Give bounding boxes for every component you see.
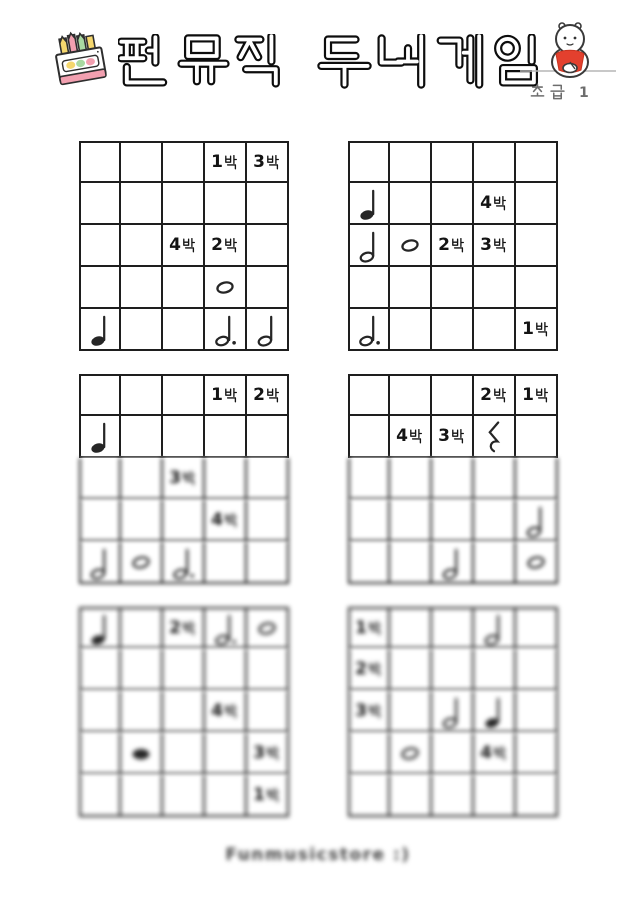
grid-cell [163,309,205,351]
grid-cell [474,542,516,584]
grid-cell [205,183,247,225]
grid-cell [516,649,558,691]
grid-cell [79,649,121,691]
grid-cell [348,183,390,225]
grid-cell [390,607,432,649]
grid-cell [390,225,432,267]
grid-cell [163,775,205,817]
grid-cell [205,416,247,458]
grid-cell [348,141,390,183]
grid-cell [432,141,474,183]
grid-cell [247,649,289,691]
grid-cell [79,183,121,225]
beat-label: 3 [169,470,197,487]
grid-cell [390,458,432,500]
grid-cell [348,458,390,500]
grid-cell [79,733,121,775]
quarter-rest-icon [480,418,508,455]
grid-cell [390,141,432,183]
grid-cell [348,649,390,691]
grid-cell [163,691,205,733]
grid-cell [432,691,474,733]
beat-grid-1 [79,141,289,351]
grid-cell [348,775,390,817]
half-note-icon [355,227,383,264]
grid-cell [247,458,289,500]
grid-cell [474,733,516,775]
grid-cell [432,775,474,817]
beat-label: 2 [211,237,239,254]
whole-note-icon [253,610,281,647]
beat-grid-5 [79,607,289,817]
grid-cell [516,183,558,225]
half-note-icon [522,502,550,539]
beat-label: 2 [480,387,508,404]
beat-label: 1 [211,387,239,404]
grid-cell [516,225,558,267]
grid-cell [516,733,558,775]
grid-cell [390,416,432,458]
grid-cell [79,416,121,458]
grid-cell [390,500,432,542]
grid-cell [516,141,558,183]
beat-label: 4 [480,745,508,762]
beat-label: 2 [253,387,281,404]
grid-cell [205,309,247,351]
grid-cell [432,416,474,458]
grid-cell [247,691,289,733]
grid-cell [516,691,558,733]
grid-cell [474,607,516,649]
grid-cell [390,267,432,309]
grid-cell [516,267,558,309]
grid-cell [348,416,390,458]
quarter-note-icon [355,185,383,222]
grid-cell [390,183,432,225]
half-note-icon [253,311,281,348]
whole-note-icon [127,544,155,581]
grid-cell [474,141,516,183]
grid-cell [79,458,121,500]
beat-label: 3 [480,237,508,254]
grid-cell [247,733,289,775]
page-title [118,34,546,89]
grid-cell [432,607,474,649]
beat-label: 4 [396,428,424,445]
grid-cell [205,500,247,542]
grid-cell [432,458,474,500]
beat-label: 1 [211,154,239,171]
grid-cell [474,309,516,351]
grid-cell [163,183,205,225]
grid-cell [474,775,516,817]
beat-label: 4 [211,703,239,720]
grid-cell [348,225,390,267]
beat-label: 4 [169,237,197,254]
beat-label: 3 [253,745,281,762]
beat-label: 2 [169,620,197,637]
grid-cell [163,225,205,267]
grid-cell [205,542,247,584]
dotted-half-note-icon [169,544,197,581]
grid-cell [121,458,163,500]
half-note-icon [480,610,508,647]
half-note-icon [438,693,466,730]
grid-cell [348,542,390,584]
beat-grid-3 [79,374,289,584]
grid-cell [163,607,205,649]
whole-note-icon [211,269,239,306]
grid-cell [348,500,390,542]
beat-label: 1 [355,620,383,637]
grid-cell [247,775,289,817]
grid-cell [163,500,205,542]
grid-cell [247,607,289,649]
grid-cell [205,733,247,775]
grid-cell [516,607,558,649]
grid-cell [390,374,432,416]
grid-cell [121,691,163,733]
grid-cell [348,267,390,309]
grid-cell [474,416,516,458]
grid-cell [247,542,289,584]
beat-label: 3 [355,703,383,720]
grid-cell [516,374,558,416]
grid-cell [390,309,432,351]
beat-grid-2 [348,141,558,351]
grid-cell [79,225,121,267]
grid-cell [390,775,432,817]
grid-cell [121,500,163,542]
grid-cell [121,416,163,458]
grid-cell [121,309,163,351]
grid-cell [474,458,516,500]
grid-cell [205,374,247,416]
beat-label: 3 [438,428,466,445]
beat-label: 2 [355,661,383,678]
grid-cell [474,374,516,416]
grid-cell [205,649,247,691]
beat-label: 1 [522,321,550,338]
grid-cell [79,267,121,309]
grid-cell [348,733,390,775]
grid-cell [205,691,247,733]
grid-cell [432,309,474,351]
beat-label: 1 [522,387,550,404]
grid-cell [247,416,289,458]
grid-cell [121,374,163,416]
grid-cell [205,141,247,183]
grid-cell [432,500,474,542]
grid-cell [79,607,121,649]
grid-cell [432,374,474,416]
grid-cell [121,607,163,649]
grid-cell [79,691,121,733]
grid-cell [432,733,474,775]
beat-grid-6 [348,607,558,817]
grid-cell [516,309,558,351]
crayon-box-icon [48,28,112,96]
grid-cell [121,267,163,309]
grid-cell [163,267,205,309]
grid-cell [121,775,163,817]
grid-cell [432,225,474,267]
grid-cell [474,500,516,542]
dotted-half-note-icon [211,311,239,348]
grid-cell [247,141,289,183]
grid-cell [432,267,474,309]
grid-cell [247,225,289,267]
grid-cell [163,458,205,500]
grid-cell [205,225,247,267]
grid-cell [79,775,121,817]
grid-cell [474,691,516,733]
grid-cell [205,775,247,817]
grid-cell [516,500,558,542]
grid-cell [205,607,247,649]
dotted-half-note-icon [211,610,239,647]
grid-cell [390,733,432,775]
grid-cell [348,691,390,733]
grid-cell [163,416,205,458]
grid-cell [247,374,289,416]
quarter-note-icon [86,418,114,455]
whole-note-icon [396,735,424,772]
grid-cell [121,225,163,267]
grid-cell [474,649,516,691]
grid-cell [432,542,474,584]
beat-grid-4 [348,374,558,584]
whole-note-icon [522,544,550,581]
whole-note-icon [396,227,424,264]
beat-label: 3 [253,154,281,171]
grid-cell [247,183,289,225]
grid-cell [474,267,516,309]
grid-cell [516,775,558,817]
grid-cell [205,267,247,309]
grid-cell [79,374,121,416]
dotted-half-note-icon [355,311,383,348]
grid-cell [163,374,205,416]
grid-cell [79,309,121,351]
quarter-note-icon [480,693,508,730]
half-note-icon [438,544,466,581]
grid-cell [163,141,205,183]
beat-label: 4 [211,512,239,529]
grid-cell [121,733,163,775]
quarter-note-icon [86,311,114,348]
grid-cell [205,458,247,500]
grid-cell [121,649,163,691]
grid-cell [121,542,163,584]
grid-cell [516,416,558,458]
grid-cell [348,309,390,351]
grid-cell [247,267,289,309]
beat-label: 2 [438,237,466,254]
beat-label: 4 [480,195,508,212]
grid-cell [79,542,121,584]
grid-cell [390,649,432,691]
grid-cell [432,649,474,691]
grid-cell [390,542,432,584]
grid-cell [247,500,289,542]
beat-label: 1 [253,787,281,804]
grid-cell [79,141,121,183]
grid-cell [163,649,205,691]
grid-cell [348,607,390,649]
quarter-note-icon [86,610,114,647]
grid-cell [516,542,558,584]
grid-cell [348,374,390,416]
half-note-icon [86,544,114,581]
bear-mascot-icon [518,18,618,92]
grid-cell [163,542,205,584]
grid-cell [121,141,163,183]
grid-cell [121,183,163,225]
grid-cell [474,183,516,225]
level-badge: 1 [529,84,589,101]
footer-credit: Funmusicstore :) [225,845,411,865]
blurred-note-icon [127,735,155,772]
grid-cell [79,500,121,542]
grid-cell [474,225,516,267]
grid-cell [432,183,474,225]
grid-cell [163,733,205,775]
grid-cell [516,458,558,500]
grid-cell [247,309,289,351]
grid-cell [390,691,432,733]
